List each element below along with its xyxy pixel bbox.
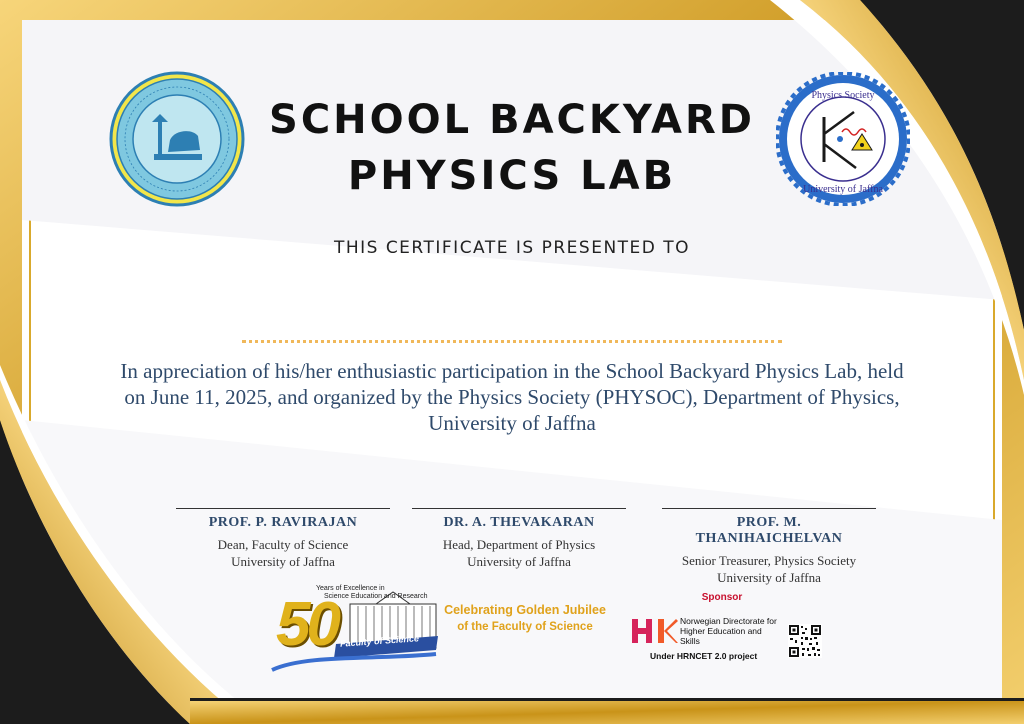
signatory-role: Senior Treasurer, Physics Society University of Jaffna [681, 553, 857, 585]
qr-code-icon [788, 624, 822, 658]
sponsor-org-name: Norwegian Directorate for Higher Education and Skills [680, 616, 777, 646]
signatory-name: PROF. P. RAVIRAJAN [208, 515, 358, 530]
svg-text:University of Jaffna: University of Jaffna [803, 184, 883, 195]
certificate-title: SCHOOL BACKYARD PHYSICS LAB [269, 97, 755, 199]
signature-line [412, 508, 626, 509]
golden-jubilee-text: Celebrating Golden Jubilee of the Faculty of Science [444, 603, 606, 633]
hk-dir-logo-icon [632, 617, 678, 645]
fifty-number: 50 [276, 590, 337, 659]
recipient-name-line [242, 340, 782, 343]
signatory-role: Head, Department of Physics University of Jaffna [442, 537, 596, 569]
physics-society-logo [776, 72, 910, 206]
signatory-name: PROF. M. THANIHAICHELVAN [695, 515, 843, 546]
university-seal-logo [108, 70, 246, 208]
signature-line [662, 508, 876, 509]
signatory-role: Dean, Faculty of Science University of Jaffna [217, 537, 349, 569]
sponsor-label: Sponsor [701, 592, 743, 603]
sponsor-project: Under HRNCET 2.0 project [650, 651, 758, 661]
fifty-tagline-line2: Science Education and Research [324, 593, 428, 600]
signatory-name: DR. A. THEVAKARAN [443, 515, 595, 530]
signatory-treasurer [662, 508, 876, 586]
signature-line [176, 508, 390, 509]
fifty-tagline-line1: Years of Excellence in [316, 585, 385, 592]
signatory-dean [176, 508, 390, 570]
fifty-banner-text: Faculty of Science [339, 633, 420, 649]
presented-to-label: THIS CERTIFICATE IS PRESENTED TO [333, 238, 691, 258]
signatory-head [412, 508, 626, 570]
svg-text:Physics Society: Physics Society [811, 90, 875, 101]
appreciation-text: In appreciation of his/her enthusiastic participation in the School Backyard Physics Lab, held on June 11, 2025, and organized by the Physics Society (PHYSOC), Department of Physics, University of Jaffna [120, 359, 904, 435]
